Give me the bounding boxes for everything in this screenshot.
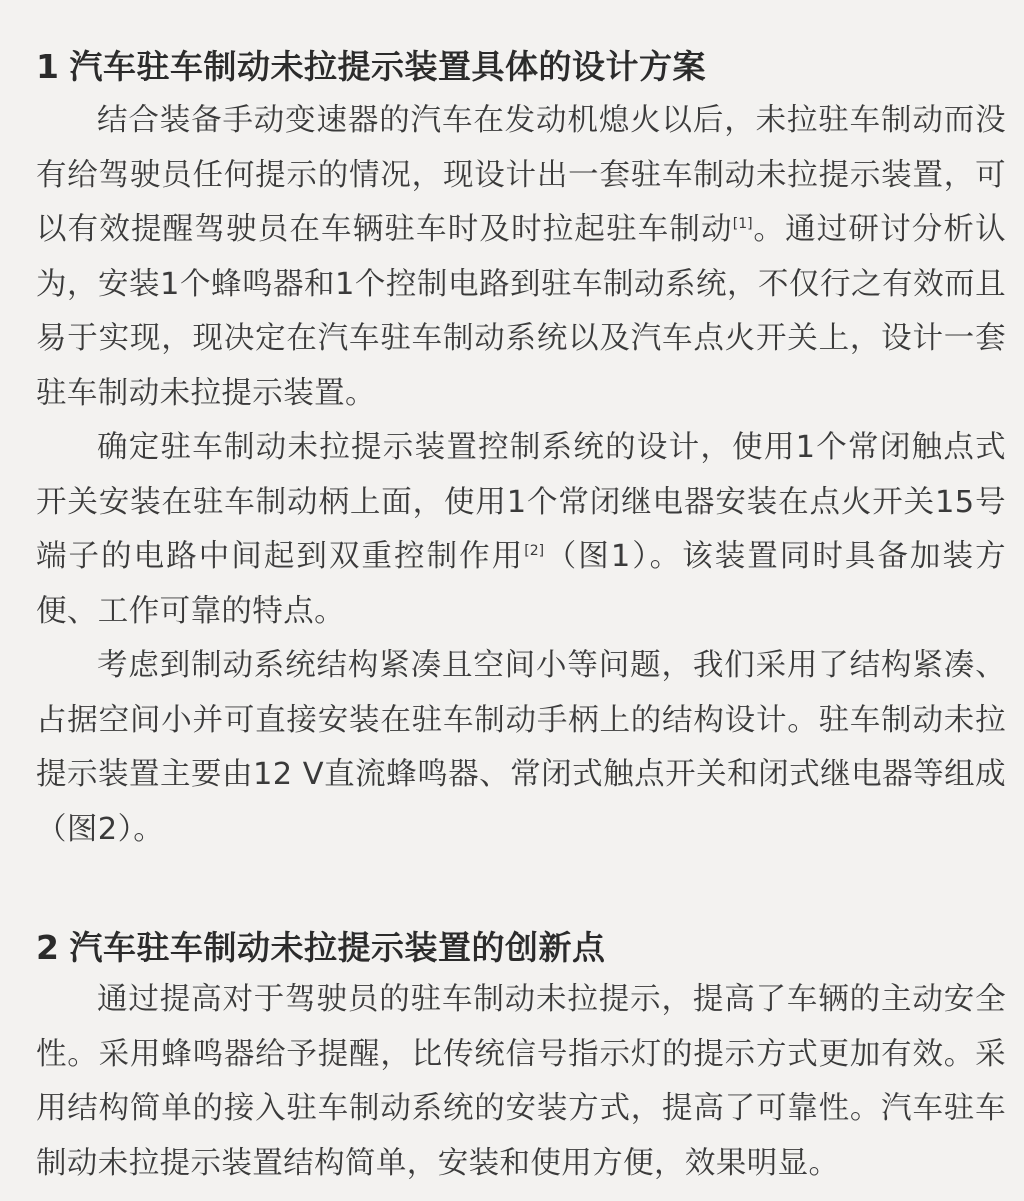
section-1-paragraph-1: [36, 94, 1006, 421]
section-1-heading: [36, 46, 1006, 88]
section-2-body: [36, 973, 1006, 1191]
section-1-body: [36, 94, 1006, 857]
section-2-paragraph-1: 通过提高对于驾驶员的驻车制动未拉提示，提高了车辆的主动安全性。采用蜂鸣器给予提醒，比传统信号指示灯的提示方式更加有效。采用结构简单的接入驻车制动系统的安装方式，提高了可靠性。汽车驻车制动未拉提示装置结构简单，安装和使用方便，效果明显。: [36, 982, 1006, 1181]
section-1-number: 1: [36, 47, 60, 86]
citation-ref-1: [1]: [732, 215, 753, 232]
section-1-paragraph-2: [36, 421, 1006, 639]
section-1-title: 汽车驻车制动未拉提示装置具体的设计方案: [69, 47, 706, 86]
section-2-title: 汽车驻车制动未拉提示装置的创新点: [69, 928, 606, 967]
section-1-paragraph-3: 考虑到制动系统结构紧凑且空间小等问题，我们采用了结构紧凑、占据空间小并可直接安装在驻车制动手柄上的结构设计。驻车制动未拉提示装置主要由12 V直流蜂鸣器、常闭式触点开关和闭式继电器等组成（图2）。: [36, 648, 1006, 847]
paragraph-text: 。通过研讨分析认为，安装1个蜂鸣器和1个控制电路到驻车制动系统，不仅行之有效而且易于实现，现决定在汽车驻车制动系统以及汽车点火开关上，设计一套驻车制动未拉提示装置。: [36, 212, 1006, 411]
paragraph-text: （图1）。该装置同时具备加装方便、工作可靠的特点。: [36, 539, 1006, 629]
section-2-number: 2: [36, 928, 60, 967]
paragraph-text: 确定驻车制动未拉提示装置控制系统的设计，使用1个常闭触点式开关安装在驻车制动柄上面，使用1个常闭继电器安装在点火开关15号端子的电路中间起到双重控制作用: [36, 430, 1006, 574]
citation-ref-2: [2]: [524, 542, 545, 559]
section-2-heading: [36, 927, 1006, 969]
paragraph-text: 结合装备手动变速器的汽车在发动机熄火以后，未拉驻车制动而没有给驾驶员任何提示的情况，现设计出一套驻车制动未拉提示装置，可以有效提醒驾驶员在车辆驻车时及时拉起驻车制动: [36, 103, 1006, 247]
